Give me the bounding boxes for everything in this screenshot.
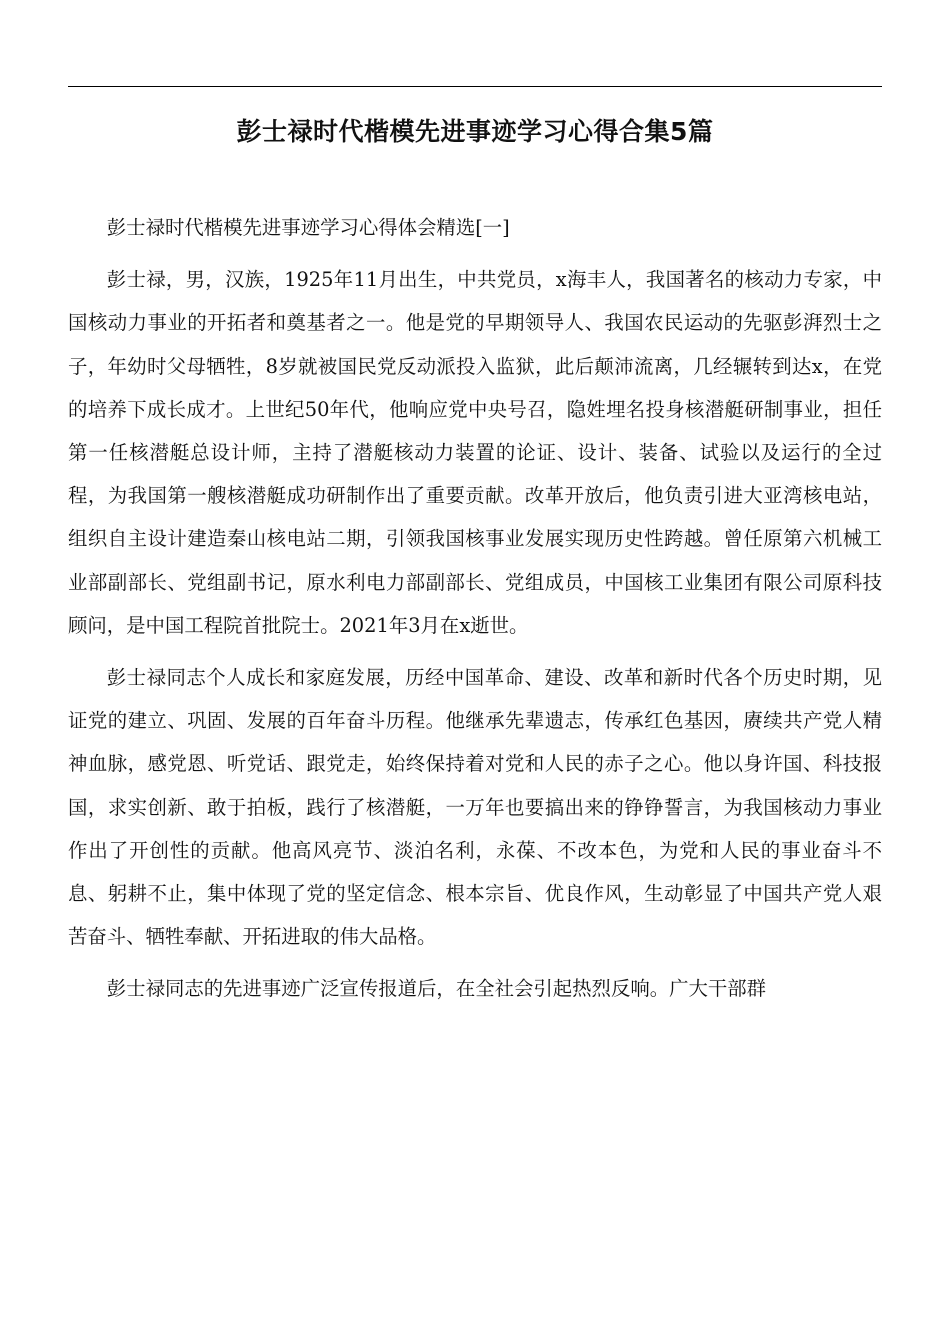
- document-title: 彭士禄时代楷模先进事迹学习心得合集5篇: [236, 116, 714, 146]
- header-rule: [68, 86, 882, 87]
- paragraph-1: 彭士禄，男，汉族，1925年11月出生，中共党员，x海丰人，我国著名的核动力专家，中国核动力事业的开拓者和奠基者之一。他是党的早期领导人、我国农民运动的先驱彭湃烈士之子，年幼时父母牺牲，8岁就被国民党反动派投入监狱，此后颠沛流离，几经辗转到达x，在党的培养下成长成才。上世纪50年代，他响应党中央号召，隐姓埋名投身核潜艇研制事业，担任第一任核潜艇总设计师，主持了潜艇核动力装置的论证、设计、装备、试验以及运行的全过程，为我国第一艘核潜艇成功研制作出了重要贡献。改革开放后，他负责引进大亚湾核电站，组织自主设计建造秦山核电站二期，引领我国核事业发展实现历史性跨越。曾任原第六机械工业部副部长、党组副书记，原水利电力部副部长、党组成员，中国核工业集团有限公司原科技顾问，是中国工程院首批院士。2021年3月在x逝世。: [68, 268, 882, 637]
- section-subheading: 彭士禄时代楷模先进事迹学习心得体会精选[一]: [106, 216, 510, 239]
- paragraph-3: 彭士禄同志的先进事迹广泛宣传报道后，在全社会引起热烈反响。广大干部群: [106, 977, 767, 1001]
- document-body: [68, 206, 882, 1011]
- paragraph-2: 彭士禄同志个人成长和家庭发展，历经中国革命、建设、改革和新时代各个历史时期，见证党的建立、巩固、发展的百年奋斗历程。他继承先辈遗志，传承红色基因，赓续共产党人精神血脉，感党恩、听党话、跟党走，始终保持着对党和人民的赤子之心。他以身许国、科技报国，求实创新、敢于拍板，践行了核潜艇，一万年也要搞出来的铮铮誓言，为我国核动力事业作出了开创性的贡献。他高风亮节、淡泊名利，永葆、不改本色，为党和人民的事业奋斗不息、躬耕不止，集中体现了党的坚定信念、根本宗旨、优良作风，生动彰显了中国共产党人艰苦奋斗、牺牲奉献、开拓进取的伟大品格。: [68, 666, 882, 949]
